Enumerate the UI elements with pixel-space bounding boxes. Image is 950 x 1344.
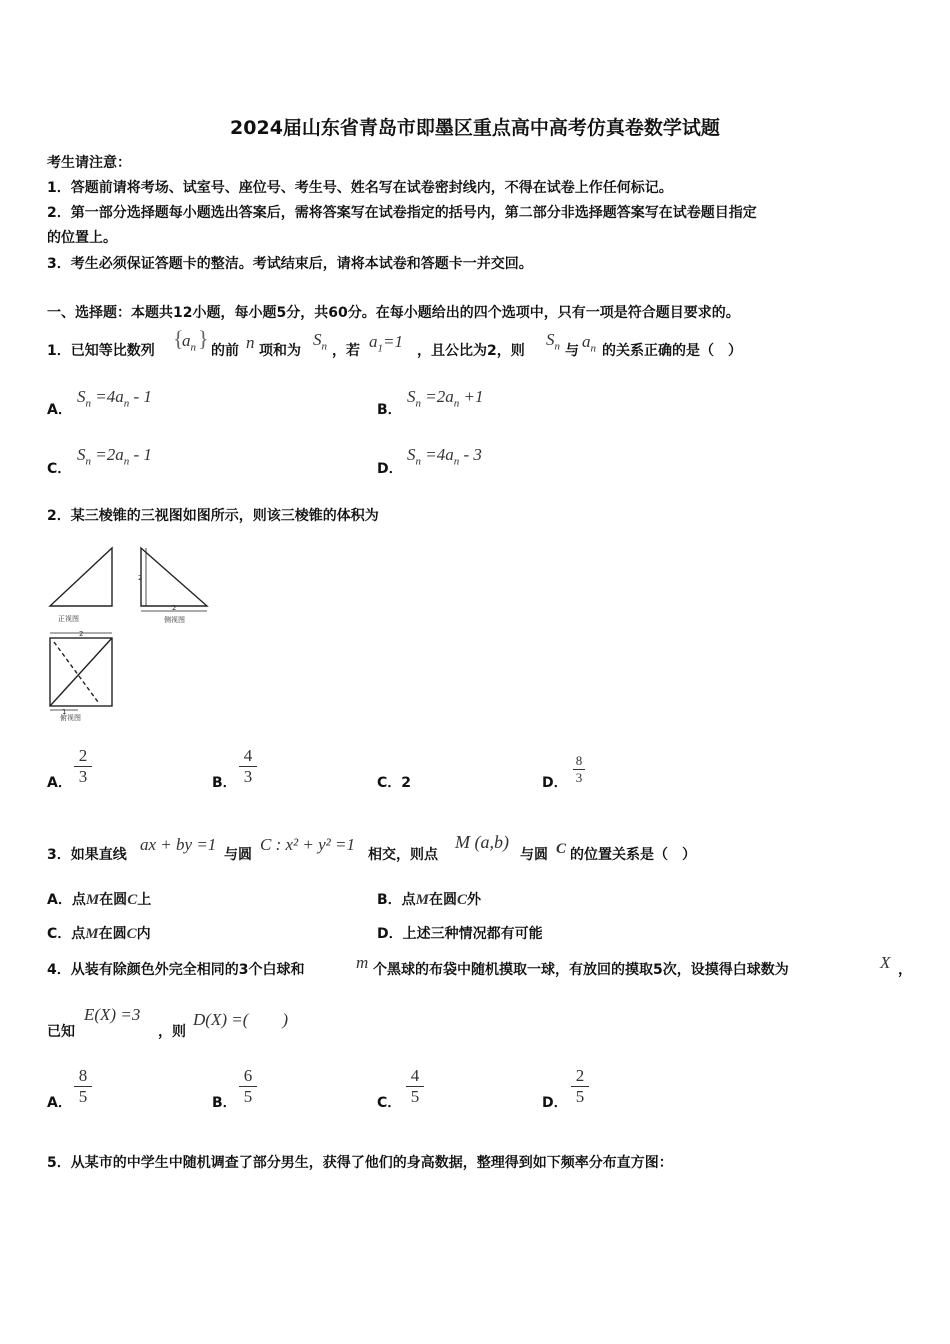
fraction: $\frac{6}{5}$ [239,1066,257,1107]
seq-brace-right: } [198,326,209,351]
front-view-triangle [50,548,112,606]
q1-text: ，且公比为2，则 [417,343,525,359]
option-3a[interactable]: A．点M在圆C上 [47,892,152,908]
var-C: C [556,841,567,857]
fraction: $\frac{4}{3}$ [239,746,257,787]
q1-text: ，若 [332,343,360,359]
var-a1: $a_1=1$ [369,332,403,355]
q4-text: ， [898,962,912,978]
notice-item: 的位置上。 [47,230,117,246]
q1-text: 与 [565,343,579,359]
option-label: D． [377,461,403,477]
option-3c[interactable]: C．点M在圆C内 [47,926,151,942]
front-view-label: 正视图 [58,615,79,623]
q1-text: 的前 [211,343,239,359]
var-an: $a_n$ [582,332,596,355]
fraction: $\frac{2}{3}$ [74,746,92,787]
var-X: X [880,953,891,972]
section-heading: 一、选择题：本题共12小题，每小题5分，共60分。在每小题给出的四个选项中，只有一项是符合题目要求的。 [47,305,740,321]
option-label: B． [212,1095,237,1111]
option-label: B． [377,402,402,418]
option-label: A． [47,775,72,791]
seq-symbol: $a_n$ [182,331,196,354]
question-5: 5．从某市的中学生中随机调查了部分男生，获得了他们的身高数据，整理得到如下频率分布直方图： [47,1155,673,1171]
var-m: m [356,953,369,972]
circle-equation: C : x² + y² =1 [260,835,355,854]
expectation-formula: E(X) =3 [84,1005,141,1024]
dim-label: 2 [138,574,143,582]
notice-item: 1．答题前请将考场、试室号、座位号、考生号、姓名写在试卷密封线内，不得在试卷上作任何标记。 [47,180,673,196]
page-title: 2024届山东省青岛市即墨区重点高中高考仿真卷数学试题 [230,117,720,139]
option-formula: $S_n =4a_n - 3$ [407,445,482,468]
top-view-label: 俯视图 [60,714,81,722]
q3-text: 与圆 [520,847,548,863]
line-equation: ax + by =1 [140,835,217,854]
option-3b[interactable]: B．点M在圆C外 [377,892,482,908]
side-view-triangle [141,548,207,606]
q2-text: 2．某三棱锥的三视图如图所示，则该三棱锥的体积为 [47,508,379,524]
fraction: $\frac{4}{5}$ [406,1066,424,1107]
option-label: B． [212,775,237,791]
option-label: D． [542,1095,568,1111]
option-label: A． [47,402,72,418]
side-view-label: 侧视图 [164,616,185,624]
option-label: D． [542,775,568,791]
var-Sn: $S_n$ [313,330,327,353]
fraction: $\frac{8}{5}$ [74,1066,92,1107]
q1-text: 的关系正确的是（ ） [602,343,742,359]
top-view-hidden-edge [54,642,98,702]
point-M: M (a,b) [455,832,509,852]
option-formula: $S_n =4a_n - 1$ [77,387,152,410]
three-view-figure [40,540,230,725]
notice-item: 3．考生必须保证答题卡的整洁。考试结束后，请将本试卷和答题卡一并交回。 [47,256,533,272]
option-label: C． [47,461,72,477]
option-label: C．2 [377,775,412,791]
dim-label: 2 [172,604,177,612]
variance-formula: D(X) =( ) [193,1010,289,1029]
q4-text: 4．从装有除颜色外完全相同的3个白球和 [47,962,305,978]
var-Sn: $S_n$ [546,330,560,353]
fraction: $\frac{2}{5}$ [571,1066,589,1107]
option-formula: $S_n =2a_n - 1$ [77,445,152,468]
q3-text: 与圆 [224,847,252,863]
option-formula: $S_n =2a_n +1$ [407,387,484,410]
var-n: n [246,333,255,352]
q3-text: 相交，则点 [368,847,438,863]
dim-label: 2 [79,630,84,638]
q4-text: 个黑球的布袋中随机摸取一球，有放回的摸取5次，设摸得白球数为 [373,962,789,978]
dim-label: 1 [62,708,67,716]
q4-text: 已知 [47,1024,75,1040]
seq-brace-left: { [173,326,184,351]
notice-item: 2．第一部分选择题每小题选出答案后，需将答案写在试卷指定的括号内，第二部分非选择题答案写在试卷题目指定 [47,205,757,221]
q3-text: 3．如果直线 [47,847,127,863]
notice-heading: 考生请注意： [47,155,131,171]
q4-text: ，则 [158,1024,186,1040]
fraction: $\frac{8}{3}$ [573,753,585,786]
q1-text: 1．已知等比数列 [47,343,155,359]
option-label: A． [47,1095,72,1111]
q1-text: 项和为 [259,343,301,359]
q3-text: 的位置关系是（ ） [570,847,696,863]
option-3d[interactable]: D．上述三种情况都有可能 [377,926,543,942]
option-label: C． [377,1095,402,1111]
